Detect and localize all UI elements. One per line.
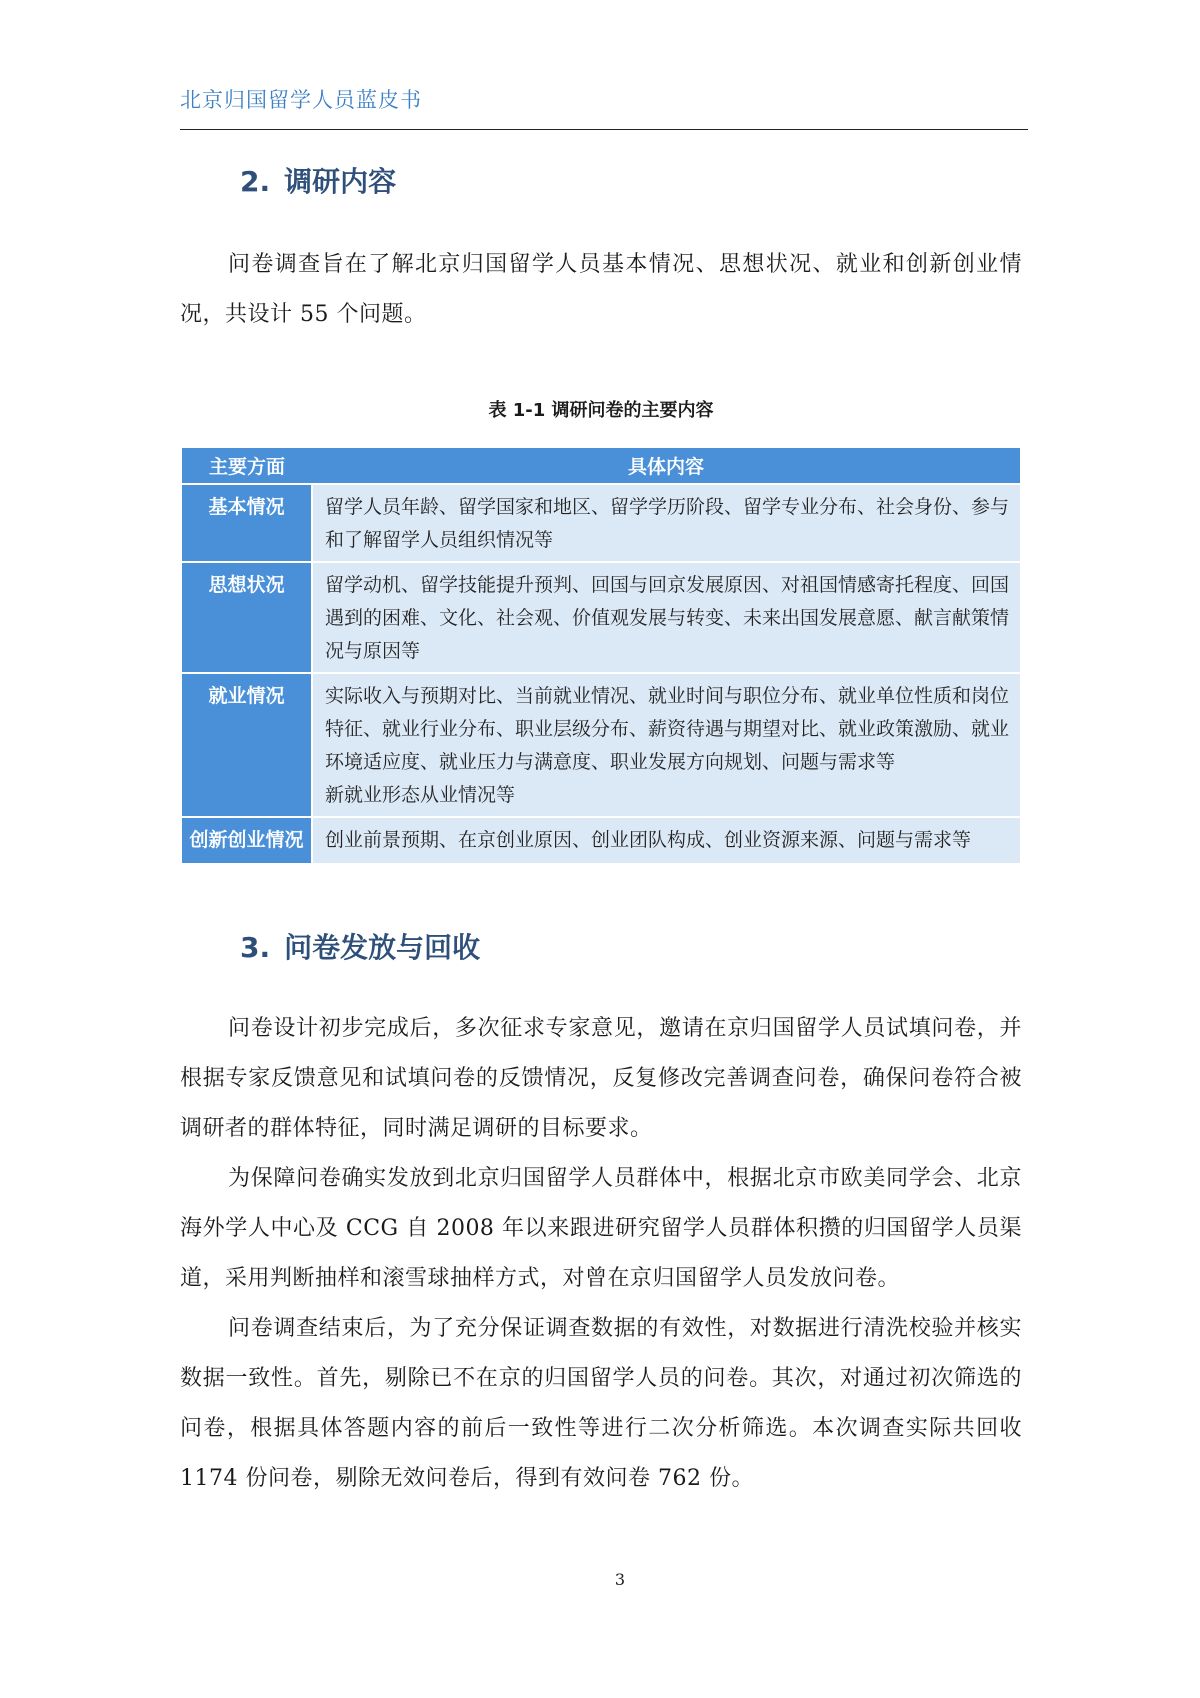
table-cell-aspect: 创新创业情况 [182,817,312,863]
section3-paragraph-2: 为保障问卷确实发放到北京归国留学人员群体中，根据北京市欧美同学会、北京海外学人中心及 CCG 自 2008 年以来跟进研究留学人员群体积攒的归国留学人员渠道，采用判断抽样和滚雪球抽样方式，对曾在京归国留学人员发放问卷。 [180,1166,1022,1291]
section-heading-2 [240,160,396,200]
table-row [182,673,1020,817]
table-header-aspect: 主要方面 [182,448,312,484]
header-divider [180,129,1028,130]
detail-text: 实际收入与预期对比、当前就业情况、就业时间与职位分布、就业单位性质和岗位特征、就业行业分布、职业层级分布、薪资待遇与期望对比、就业政策激励、就业环境适应度、就业压力与满意度、职业发展方向规划、问题与需求等 [325,685,1010,773]
table-cell-aspect: 思想状况 [182,562,312,673]
section-heading-3 [240,926,480,966]
table-cell-details [312,817,1020,863]
table-cell-aspect: 基本情况 [182,484,312,562]
table-cell-aspect: 就业情况 [182,673,312,817]
table-row [182,484,1020,562]
section2-paragraph: 问卷调查旨在了解北京归国留学人员基本情况、思想状况、就业和创新创业情况，共设计 55 个问题。 [180,252,1022,327]
table-header-details: 具体内容 [312,448,1020,484]
table-cell-details [312,484,1020,562]
section-title: 调研内容 [284,165,397,198]
section3-paragraph-3: 问卷调查结束后，为了充分保证调查数据的有效性，对数据进行清洗校验并核实数据一致性。首先，剔除已不在京的归国留学人员的问卷。其次，对通过初次筛选的问卷，根据具体答题内容的前后一致性等进行二次分析筛选。本次调查实际共回收 1174 份问卷，剔除无效问卷后，得到有效问卷 762 份。 [180,1316,1022,1491]
survey-content-table [182,448,1020,863]
detail-text: 新就业形态从业情况等 [325,784,516,806]
running-header: 北京归国留学人员蓝皮书 [180,88,422,112]
table-cell-details [312,673,1020,817]
detail-text: 留学动机、留学技能提升预判、回国与回京发展原因、对祖国情感寄托程度、回国遇到的困难、文化、社会观、价值观发展与转变、未来出国发展意愿、献言献策情况与原因等 [325,574,1010,662]
detail-text: 创业前景预期、在京创业原因、创业团队构成、创业资源来源、问题与需求等 [325,829,972,851]
detail-text: 留学人员年龄、留学国家和地区、留学学历阶段、留学专业分布、社会身份、参与和了解留学人员组织情况等 [325,496,1010,551]
table-header-row [182,448,1020,484]
page-number: 3 [614,1570,626,1589]
table-row [182,817,1020,863]
section3-paragraph-1: 问卷设计初步完成后，多次征求专家意见，邀请在京归国留学人员试填问卷，并根据专家反馈意见和试填问卷的反馈情况，反复修改完善调查问卷，确保问卷符合被调研者的群体特征，同时满足调研的目标要求。 [180,1016,1022,1141]
section-title: 问卷发放与回收 [284,931,481,964]
table-row [182,562,1020,673]
table-cell-details [312,562,1020,673]
table-caption: 表 1-1 调研问卷的主要内容 [488,400,714,421]
section-number: 3. [240,931,271,964]
section-number: 2. [240,165,271,198]
